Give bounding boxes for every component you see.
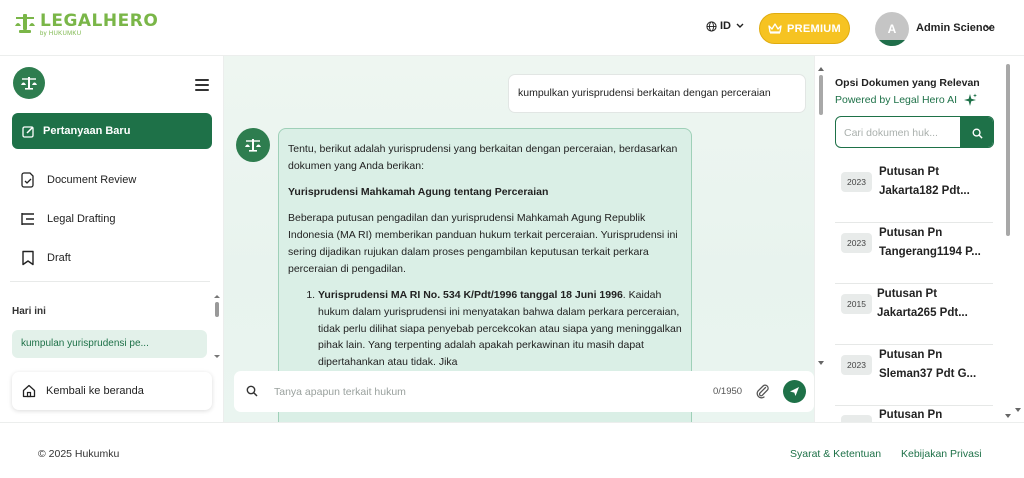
send-icon (789, 386, 800, 397)
sidebar-scrollbar[interactable] (213, 293, 221, 363)
chat-input-bar (234, 371, 814, 412)
app-logo-badge[interactable] (13, 67, 45, 99)
history-item[interactable]: kumpulan yurisprudensi pe... (12, 330, 207, 358)
logo-title: LEGALHERO (40, 11, 159, 31)
back-home-label: Kembali ke beranda (46, 385, 144, 397)
globe-icon (706, 21, 717, 32)
premium-label: PREMIUM (786, 22, 842, 35)
char-counter: 0/1950 (713, 386, 743, 397)
nav-draft[interactable] (20, 250, 71, 266)
nav-draft-label: Draft (47, 252, 71, 264)
bot-heading: Yurisprudensi Mahkamah Agung tentang Perceraian (288, 186, 549, 198)
crown-icon (768, 23, 782, 34)
avatar-badge-strip (875, 40, 909, 46)
document-search (835, 116, 994, 148)
document-title-line: Jakarta265 Pdt... (877, 307, 968, 319)
page-footer (0, 422, 1024, 478)
chat-area (224, 56, 814, 422)
legalhero-logo[interactable] (14, 12, 158, 37)
document-title-line: Putusan Pt (879, 166, 940, 178)
terms-link[interactable]: Syarat & Ketentuan (790, 448, 882, 460)
chevron-down-icon[interactable] (984, 24, 993, 30)
history-section-title: Hari ini (12, 306, 46, 317)
document-item[interactable] (835, 285, 993, 345)
nav-legal-drafting[interactable] (20, 211, 116, 227)
nav-document-review[interactable] (20, 172, 136, 188)
nav-document-review-label: Document Review (47, 174, 137, 186)
left-sidebar (0, 56, 224, 422)
document-title-line: Sleman37 Pdt G... (879, 368, 977, 380)
document-year-badge: 2015 (841, 294, 872, 314)
user-name[interactable]: Admin Science (916, 22, 995, 34)
user-avatar[interactable] (875, 12, 909, 46)
panel-subtitle (835, 93, 977, 107)
avatar-initial: A (887, 22, 897, 36)
language-selector[interactable] (706, 20, 747, 32)
document-title-line: Putusan Pn (879, 227, 943, 239)
bot-list-item (318, 287, 682, 371)
premium-button[interactable] (759, 13, 850, 44)
hamburger-menu-icon[interactable] (195, 79, 209, 94)
relevant-documents-panel (814, 56, 1024, 422)
document-search-input[interactable] (844, 125, 962, 141)
home-icon (22, 384, 36, 398)
scale-icon (20, 76, 38, 90)
scale-logo-icon (14, 12, 36, 34)
list-item-body: Kaidah hukum dalam yurisprudensi ini menyatakan bahwa dalam perkara perceraian, tidak perlu dilihat siapa penyebab percekcokan atau siapa yang meninggalkan pihak lain. Yang terpenting adalah apakah perkawinan itu masih dapat dipertahankan atau tidak. Jika (318, 289, 682, 369)
document-title (879, 163, 991, 201)
bot-paragraph: Beberapa putusan pengadilan dan yurisprudensi Mahkamah Agung Republik Indonesia (MA RI) memberikan panduan hukum terkait perceraian. Yurisprudensi ini sering dijadikan rujukan dalam proses pengambilan keputusan terkait perkara perceraian di pengadilan. (288, 212, 678, 275)
document-year-badge: 2023 (841, 355, 872, 375)
top-header (0, 0, 1024, 56)
back-to-home-button[interactable] (12, 372, 212, 410)
bookmark-icon (20, 250, 36, 266)
document-title-line: Putusan Pn (879, 349, 943, 361)
new-question-button[interactable] (12, 113, 212, 149)
search-icon (246, 385, 258, 397)
document-title-line: Putusan Pt (877, 288, 938, 300)
bot-avatar (236, 128, 270, 162)
list-icon (20, 211, 36, 227)
logo-subtitle: by HUKUMKU (40, 31, 82, 37)
list-item-title: Yurisprudensi MA RI No. 534 K/Pdt/1996 tanggal 18 Juni 1996 (318, 289, 623, 301)
document-title (877, 285, 989, 323)
document-title (879, 224, 991, 262)
panel-title: Opsi Dokumen yang Relevan (835, 77, 980, 89)
search-icon (972, 128, 983, 139)
panel-right-scrollbar[interactable] (1003, 64, 1013, 422)
powered-by-label: Powered by Legal Hero AI (835, 94, 957, 106)
document-item[interactable] (835, 224, 993, 284)
sidebar-divider (10, 281, 210, 282)
chat-input[interactable] (274, 383, 694, 401)
document-item[interactable] (835, 163, 993, 223)
document-year-badge (841, 415, 872, 422)
language-label: ID (720, 20, 731, 32)
chevron-down-icon (736, 23, 744, 29)
scale-icon (244, 138, 262, 152)
document-title (879, 406, 991, 422)
document-title-line: Jakarta182 Pdt... (879, 185, 970, 197)
document-title (879, 346, 991, 384)
paperclip-icon[interactable] (755, 383, 770, 399)
document-year-badge: 2023 (841, 233, 872, 253)
document-search-button[interactable] (960, 117, 994, 148)
new-question-label: Pertanyaan Baru (43, 125, 131, 137)
user-message: kumpulkan yurisprudensi berkaitan dengan perceraian (508, 74, 806, 113)
bot-intro: Tentu, berikut adalah yurisprudensi yang berkaitan dengan perceraian, berdasarkan dokumen yang Anda berikan: (288, 143, 678, 172)
document-year-badge: 2023 (841, 172, 872, 192)
edit-icon (22, 125, 35, 138)
send-button[interactable] (783, 380, 806, 403)
document-icon (20, 172, 36, 188)
document-title-line: Putusan Pn (879, 409, 943, 421)
document-item[interactable] (835, 346, 993, 406)
sparkle-icon (963, 93, 977, 107)
nav-legal-drafting-label: Legal Drafting (47, 213, 116, 225)
document-title-line: Tangerang1194 P... (879, 246, 981, 258)
panel-left-scrollbar[interactable] (815, 56, 827, 422)
bot-list (318, 287, 682, 371)
copyright-text: © 2025 Hukumku (38, 448, 120, 460)
privacy-link[interactable]: Kebijakan Privasi (901, 448, 982, 460)
list-item-punct: . (622, 289, 626, 301)
document-item[interactable] (835, 406, 993, 422)
panel-scroll-down-arrow[interactable] (1013, 406, 1023, 414)
